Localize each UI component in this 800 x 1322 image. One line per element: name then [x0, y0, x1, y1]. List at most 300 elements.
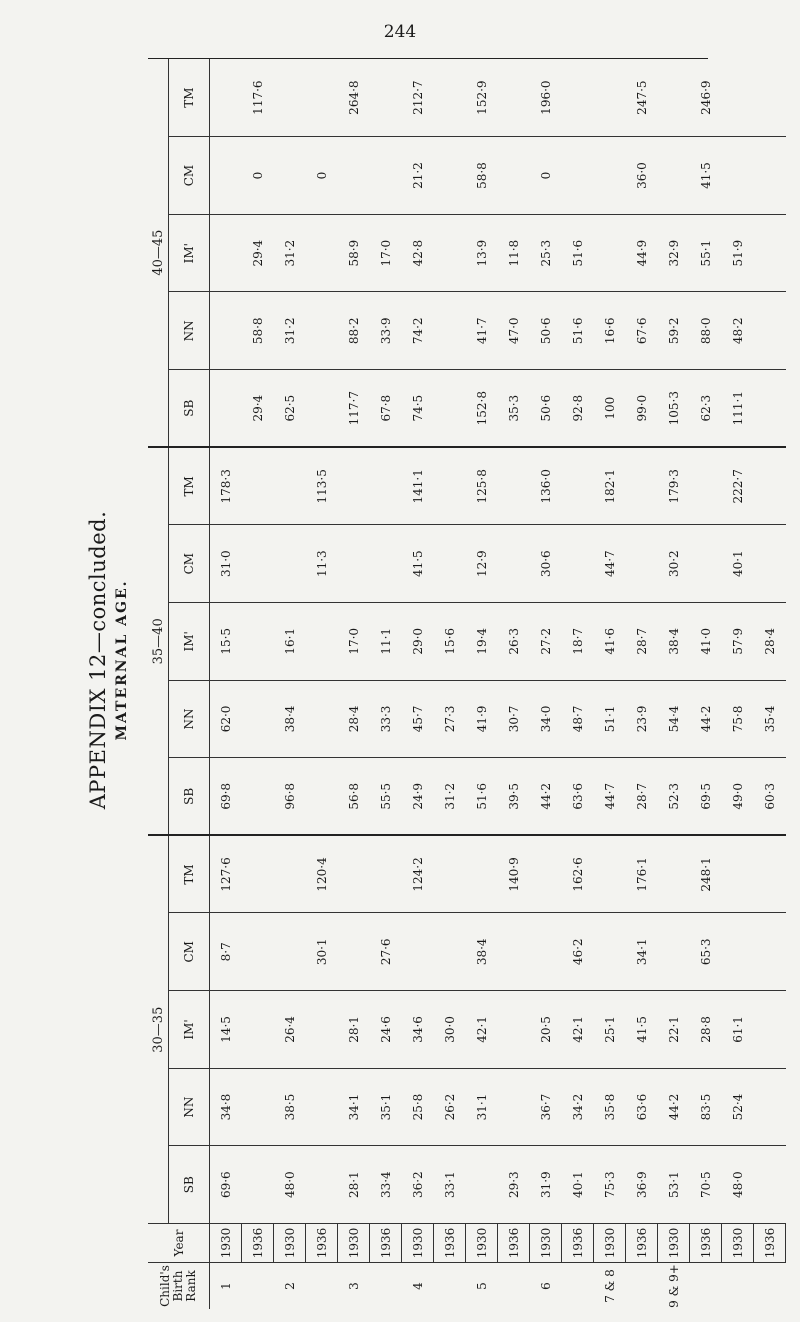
rate-cell: 55·5 [370, 758, 402, 836]
rate-cell: 28·7 [626, 603, 658, 681]
rate-cell [690, 447, 722, 525]
rate-cell: 38·4 [466, 913, 498, 991]
column-header: NN [169, 292, 210, 370]
rate-cell: 32·9 [658, 214, 690, 292]
rate-cell: 11·3 [306, 525, 338, 603]
rate-cell: 33·3 [370, 680, 402, 758]
rate-cell [754, 1068, 786, 1146]
rate-cell [498, 447, 530, 525]
rate-cell [370, 525, 402, 603]
rate-cell: 59·2 [658, 292, 690, 370]
table-body [210, 59, 786, 1309]
column-header: SB [169, 1146, 210, 1224]
rate-cell: 53·1 [658, 1146, 690, 1224]
rate-cell: 30·6 [530, 525, 562, 603]
rate-cell: 26·3 [498, 603, 530, 681]
rate-cell: 20·5 [530, 991, 562, 1069]
year-cell: 1936 [754, 1224, 786, 1263]
table-heading [86, 511, 130, 810]
rate-cell: 46·2 [562, 913, 594, 991]
year-cell: 1936 [434, 1224, 466, 1263]
rate-cell: 62·0 [210, 680, 242, 758]
rate-cell: 34·6 [402, 991, 434, 1069]
rate-cell [434, 59, 466, 137]
rate-cell: 44·7 [594, 525, 626, 603]
rate-cell [274, 137, 306, 215]
table-row [402, 59, 434, 1309]
rate-cell: 51·9 [722, 214, 754, 292]
rate-cell [722, 913, 754, 991]
rate-cell: 16·1 [274, 603, 306, 681]
rate-cell [754, 447, 786, 525]
table-frame [148, 58, 777, 1309]
rate-cell: 141·1 [402, 447, 434, 525]
rate-cell: 99·0 [626, 370, 658, 448]
rate-cell [338, 913, 370, 991]
rotated-table-wrapper [148, 59, 777, 1309]
rate-cell: 8·7 [210, 913, 242, 991]
birth-rank-cell [370, 1263, 402, 1310]
rate-cell: 31·2 [274, 214, 306, 292]
rate-cell [242, 603, 274, 681]
birth-rank-cell [242, 1263, 274, 1310]
rate-cell: 29·0 [402, 603, 434, 681]
rate-cell: 176·1 [626, 835, 658, 913]
rate-cell: 162·6 [562, 835, 594, 913]
birth-rank-cell [690, 1263, 722, 1310]
birth-rank-cell: 2 [282, 1282, 297, 1290]
birth-rank-cell [498, 1263, 530, 1310]
rate-cell: 41·0 [690, 603, 722, 681]
rate-cell: 34·0 [530, 680, 562, 758]
rate-cell: 54·4 [658, 680, 690, 758]
rate-cell: 24·9 [402, 758, 434, 836]
rate-cell [562, 447, 594, 525]
rate-cell [754, 1146, 786, 1224]
rate-cell: 61·1 [722, 991, 754, 1069]
rate-cell: 48·2 [722, 292, 754, 370]
rate-cell: 11·8 [498, 214, 530, 292]
rate-cell [434, 292, 466, 370]
rate-cell [242, 1146, 274, 1224]
rate-cell: 117·7 [338, 370, 370, 448]
birth-rank-cell: 1 [218, 1282, 233, 1290]
rate-cell: 23·9 [626, 680, 658, 758]
rate-cell: 0 [306, 137, 338, 215]
year-cell: 1930 [594, 1224, 626, 1263]
column-header: CM [169, 525, 210, 603]
rate-cell [210, 214, 242, 292]
rate-cell: 50·6 [530, 370, 562, 448]
rate-cell: 30·0 [434, 991, 466, 1069]
rate-cell [274, 59, 306, 137]
rate-cell: 75·3 [594, 1146, 626, 1224]
rate-cell: 27·6 [370, 913, 402, 991]
rate-cell: 38·4 [658, 603, 690, 681]
rate-cell: 29·4 [242, 370, 274, 448]
rate-cell [242, 447, 274, 525]
rate-cell: 63·6 [626, 1068, 658, 1146]
rate-cell: 96·8 [274, 758, 306, 836]
rate-cell: 36·2 [402, 1146, 434, 1224]
page-number: 244 [383, 22, 417, 42]
rate-cell: 12·9 [466, 525, 498, 603]
rate-cell [242, 835, 274, 913]
rate-cell: 117·6 [242, 59, 274, 137]
rate-cell: 25·8 [402, 1068, 434, 1146]
rate-cell [754, 525, 786, 603]
rate-cell [466, 1146, 498, 1224]
rate-cell [306, 680, 338, 758]
rate-cell: 152·9 [466, 59, 498, 137]
rate-cell: 50·6 [530, 292, 562, 370]
rate-cell: 15·6 [434, 603, 466, 681]
rate-cell: 27·3 [434, 680, 466, 758]
table-row [754, 59, 786, 1309]
rate-cell: 58·8 [242, 292, 274, 370]
rate-cell [242, 680, 274, 758]
rate-cell: 52·3 [658, 758, 690, 836]
column-header: SB [169, 370, 210, 448]
year-cell: 1930 [658, 1224, 690, 1263]
rate-cell [658, 913, 690, 991]
rate-cell: 63·6 [562, 758, 594, 836]
rate-cell: 16·6 [594, 292, 626, 370]
rate-cell: 31·1 [466, 1068, 498, 1146]
rate-cell [370, 137, 402, 215]
rate-cell [562, 59, 594, 137]
birth-rank-cell: 7 & 8 [602, 1269, 617, 1303]
rate-cell [722, 835, 754, 913]
column-header: TM [169, 59, 210, 137]
rate-cell: 58·8 [466, 137, 498, 215]
birth-rank-cell [754, 1263, 786, 1310]
rate-cell [242, 913, 274, 991]
rate-cell [242, 758, 274, 836]
rate-cell: 74·5 [402, 370, 434, 448]
rate-cell: 28·4 [338, 680, 370, 758]
rate-cell: 22·1 [658, 991, 690, 1069]
column-header: IM' [169, 991, 210, 1069]
year-cell: 1930 [466, 1224, 498, 1263]
rate-cell: 127·6 [210, 835, 242, 913]
rate-cell: 51·1 [594, 680, 626, 758]
year-cell: 1936 [626, 1224, 658, 1263]
column-header: IM' [169, 603, 210, 681]
rate-cell: 36·7 [530, 1068, 562, 1146]
table-row [210, 59, 242, 1309]
year-cell: 1936 [370, 1224, 402, 1263]
year-cell: 1930 [530, 1224, 562, 1263]
rate-cell: 41·5 [626, 991, 658, 1069]
column-header: SB [169, 758, 210, 836]
birth-rank-cell: 4 [410, 1282, 425, 1290]
rate-cell [562, 137, 594, 215]
year-cell: 1930 [722, 1224, 754, 1263]
birth-rank-cell [306, 1263, 338, 1310]
rate-cell [754, 137, 786, 215]
birth-rank-cell: 3 [346, 1282, 361, 1290]
rate-cell: 124·2 [402, 835, 434, 913]
age-group-header: 35—40 [148, 447, 169, 835]
rate-cell: 44·2 [530, 758, 562, 836]
year-cell: 1936 [562, 1224, 594, 1263]
rate-cell [498, 913, 530, 991]
rate-cell: 39·5 [498, 758, 530, 836]
rate-cell [466, 835, 498, 913]
rate-cell: 0 [242, 137, 274, 215]
year-header: Year [148, 1224, 210, 1263]
rate-cell [370, 835, 402, 913]
rate-cell: 18·7 [562, 603, 594, 681]
rate-cell: 15·5 [210, 603, 242, 681]
rate-cell: 33·4 [370, 1146, 402, 1224]
year-cell: 1930 [274, 1224, 306, 1263]
rate-cell: 28·8 [690, 991, 722, 1069]
rate-cell: 40·1 [722, 525, 754, 603]
rate-cell [498, 59, 530, 137]
rate-cell: 26·4 [274, 991, 306, 1069]
rate-cell: 42·1 [466, 991, 498, 1069]
birth-rank-cell [722, 1263, 754, 1310]
rate-cell: 36·9 [626, 1146, 658, 1224]
rate-cell: 136·0 [530, 447, 562, 525]
rate-cell: 41·9 [466, 680, 498, 758]
rate-cell [530, 913, 562, 991]
rate-cell: 26·2 [434, 1068, 466, 1146]
table-row [434, 59, 466, 1309]
rate-cell: 140·9 [498, 835, 530, 913]
rate-cell: 17·0 [338, 603, 370, 681]
maternal-age-table [148, 59, 786, 1309]
rate-cell: 34·1 [338, 1068, 370, 1146]
rate-cell [306, 1146, 338, 1224]
year-cell: 1936 [242, 1224, 274, 1263]
rate-cell [306, 991, 338, 1069]
table-row [306, 59, 338, 1309]
rate-cell: 48·7 [562, 680, 594, 758]
birth-rank-cell: 5 [474, 1282, 489, 1290]
rate-cell: 44·9 [626, 214, 658, 292]
rate-cell [434, 913, 466, 991]
rank-header-line: Birth [171, 1270, 185, 1302]
table-subtitle: MATERNAL AGE. [114, 579, 130, 741]
rate-cell: 35·4 [754, 680, 786, 758]
rate-cell [690, 525, 722, 603]
rate-cell: 28·7 [626, 758, 658, 836]
rate-cell [338, 525, 370, 603]
rate-cell: 60·3 [754, 758, 786, 836]
table-row [562, 59, 594, 1309]
rate-cell [754, 59, 786, 137]
rate-cell: 65·3 [690, 913, 722, 991]
rate-cell: 33·9 [370, 292, 402, 370]
rate-cell: 67·8 [370, 370, 402, 448]
rate-cell: 247·5 [626, 59, 658, 137]
rate-cell [594, 913, 626, 991]
rate-cell: 152·8 [466, 370, 498, 448]
rate-cell: 67·6 [626, 292, 658, 370]
rate-cell [338, 835, 370, 913]
rate-cell: 182·1 [594, 447, 626, 525]
rate-cell [274, 835, 306, 913]
rate-cell: 88·2 [338, 292, 370, 370]
rate-cell [594, 835, 626, 913]
rate-cell: 30·7 [498, 680, 530, 758]
rate-cell [274, 913, 306, 991]
rate-cell [306, 758, 338, 836]
rate-cell [434, 835, 466, 913]
rate-cell [210, 59, 242, 137]
rate-cell: 34·8 [210, 1068, 242, 1146]
rate-cell: 75·8 [722, 680, 754, 758]
rate-cell: 31·2 [274, 292, 306, 370]
age-group-header: 30—35 [148, 835, 169, 1223]
rate-cell [370, 447, 402, 525]
rate-cell [242, 1068, 274, 1146]
column-header: NN [169, 680, 210, 758]
rate-cell [754, 913, 786, 991]
rate-cell: 100 [594, 370, 626, 448]
rate-cell [754, 835, 786, 913]
rate-cell [722, 59, 754, 137]
rate-cell: 48·0 [722, 1146, 754, 1224]
rate-cell [658, 835, 690, 913]
rate-cell: 47·0 [498, 292, 530, 370]
rank-header-line: Child's [158, 1265, 172, 1307]
table-row [530, 59, 562, 1309]
rate-cell: 36·0 [626, 137, 658, 215]
rate-cell: 105·3 [658, 370, 690, 448]
year-cell: 1930 [210, 1224, 242, 1263]
rate-cell: 42·1 [562, 991, 594, 1069]
birth-rank-cell: 9 & 9+ [666, 1264, 681, 1308]
rate-cell [434, 525, 466, 603]
rate-cell: 11·1 [370, 603, 402, 681]
rate-cell: 264·8 [338, 59, 370, 137]
rate-cell: 88·0 [690, 292, 722, 370]
rate-cell: 125·8 [466, 447, 498, 525]
rate-cell: 55·1 [690, 214, 722, 292]
rate-cell: 27·2 [530, 603, 562, 681]
rate-cell [338, 137, 370, 215]
rate-cell [754, 370, 786, 448]
rate-cell: 57·9 [722, 603, 754, 681]
rate-cell: 62·3 [690, 370, 722, 448]
rate-cell: 35·1 [370, 1068, 402, 1146]
table-row [242, 59, 274, 1309]
rate-cell: 51·6 [562, 292, 594, 370]
rate-cell: 196·0 [530, 59, 562, 137]
rate-cell [306, 59, 338, 137]
rate-cell: 120·4 [306, 835, 338, 913]
rate-cell: 248·1 [690, 835, 722, 913]
column-header: NN [169, 1068, 210, 1146]
rate-cell: 28·1 [338, 991, 370, 1069]
table-row [594, 59, 626, 1309]
rate-cell: 41·7 [466, 292, 498, 370]
rate-cell: 212·7 [402, 59, 434, 137]
rate-cell [658, 59, 690, 137]
rate-cell [274, 525, 306, 603]
rate-cell: 30·2 [658, 525, 690, 603]
rate-cell: 179·3 [658, 447, 690, 525]
rate-cell [530, 835, 562, 913]
rate-cell [306, 214, 338, 292]
table-row [370, 59, 402, 1309]
column-header: CM [169, 137, 210, 215]
rate-cell: 31·0 [210, 525, 242, 603]
rate-cell: 0 [530, 137, 562, 215]
rate-cell: 74·2 [402, 292, 434, 370]
rate-cell [370, 59, 402, 137]
table-row [338, 59, 370, 1309]
column-header-row [169, 59, 210, 1309]
rate-cell: 41·5 [402, 525, 434, 603]
rate-cell [306, 292, 338, 370]
rate-cell [210, 292, 242, 370]
rate-cell [754, 991, 786, 1069]
rate-cell: 40·1 [562, 1146, 594, 1224]
rate-cell: 69·5 [690, 758, 722, 836]
rate-cell: 111·1 [722, 370, 754, 448]
rate-cell: 41·6 [594, 603, 626, 681]
rate-cell [626, 525, 658, 603]
table-row [626, 59, 658, 1309]
rate-cell: 31·2 [434, 758, 466, 836]
rate-cell: 28·4 [754, 603, 786, 681]
column-header: TM [169, 835, 210, 913]
rate-cell: 19·4 [466, 603, 498, 681]
rate-cell: 41·5 [690, 137, 722, 215]
rate-cell [210, 137, 242, 215]
rate-cell [594, 137, 626, 215]
rate-cell: 69·6 [210, 1146, 242, 1224]
birth-rank-cell [626, 1263, 658, 1310]
rank-header [148, 1263, 210, 1310]
rate-cell: 38·5 [274, 1068, 306, 1146]
rate-cell: 222·7 [722, 447, 754, 525]
rate-cell [434, 370, 466, 448]
rate-cell [242, 991, 274, 1069]
table-row [658, 59, 690, 1309]
year-cell: 1930 [338, 1224, 370, 1263]
rate-cell: 44·7 [594, 758, 626, 836]
rate-cell: 52·4 [722, 1068, 754, 1146]
rate-cell: 31·9 [530, 1146, 562, 1224]
table-row [274, 59, 306, 1309]
table-row [690, 59, 722, 1309]
rate-cell [722, 137, 754, 215]
rate-cell: 58·9 [338, 214, 370, 292]
rate-cell [242, 525, 274, 603]
rate-cell: 38·4 [274, 680, 306, 758]
rate-cell: 25·3 [530, 214, 562, 292]
rate-cell: 62·5 [274, 370, 306, 448]
age-group-header: 40—45 [148, 59, 169, 447]
table-row [466, 59, 498, 1309]
rate-cell [498, 1068, 530, 1146]
rank-header-line: Rank [184, 1270, 198, 1302]
rate-cell: 35·8 [594, 1068, 626, 1146]
rate-cell: 45·7 [402, 680, 434, 758]
rate-cell [306, 1068, 338, 1146]
rate-cell: 17·0 [370, 214, 402, 292]
rate-cell: 33·1 [434, 1146, 466, 1224]
birth-rank-cell [434, 1263, 466, 1310]
rate-cell [658, 137, 690, 215]
rate-cell: 49·0 [722, 758, 754, 836]
